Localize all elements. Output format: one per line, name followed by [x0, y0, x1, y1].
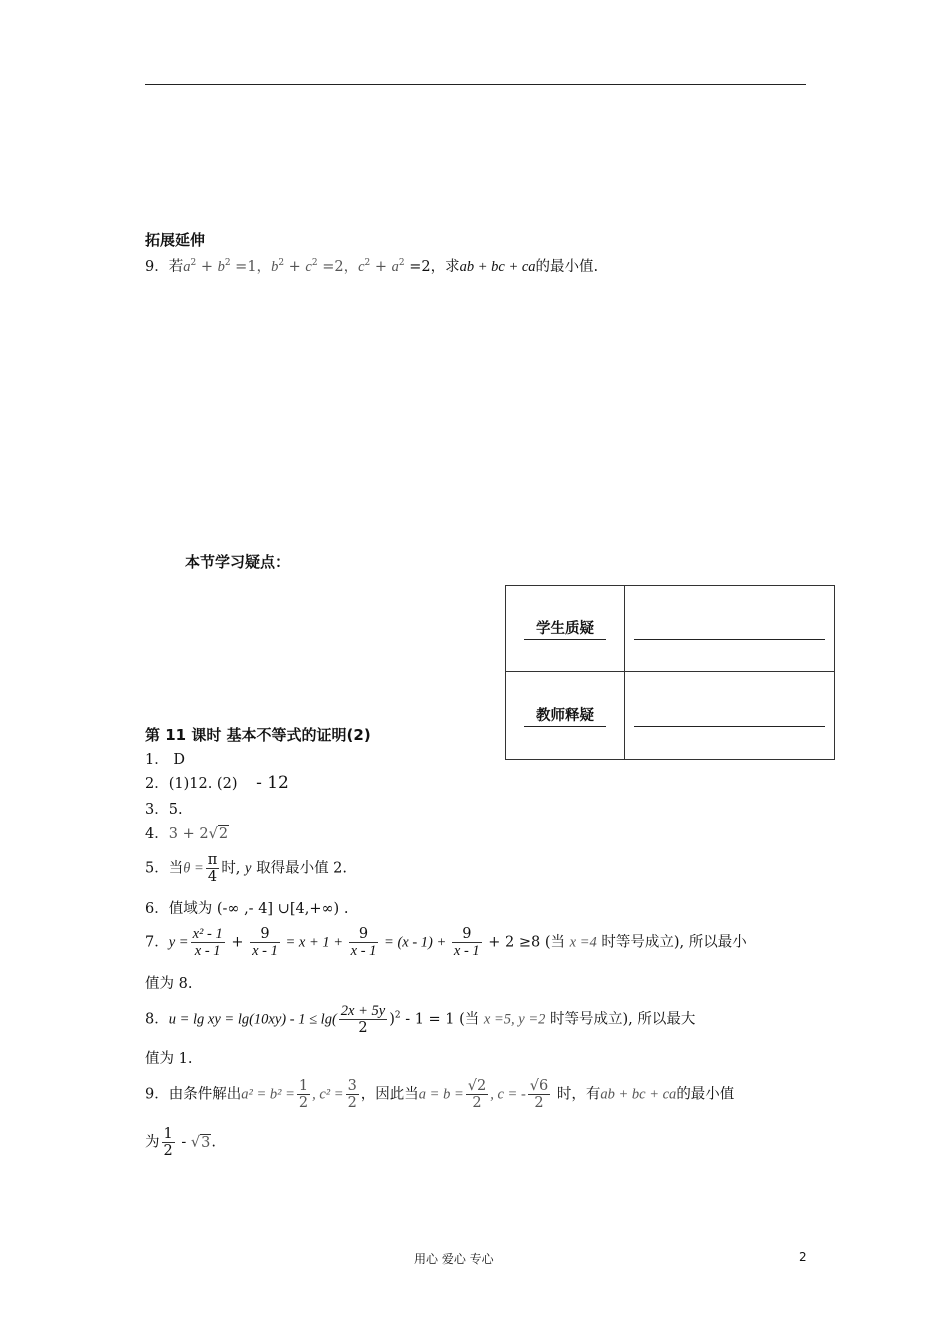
answer-8: 8．u = lg xy = lg(10xy) - 1 ≤ lg( $\frac{2x + 5y}{2}$ )$^2$ - 1 = 1 (当 x =5, y =2 时等号成立), 所以最大: [145, 1003, 696, 1036]
answer-9: 9．由条件解出a² = b² = $\frac{1}{2}$ , c² = $\frac{3}{2}$ ，因此当a = b = $\frac{√2}{2}$ , c = - $\frac{√6}{2}$ 时，有ab + bc + ca的最小值: [145, 1078, 735, 1111]
doubt-table: [505, 585, 835, 760]
header-rule: [145, 84, 806, 85]
answer-3: 3．5.: [145, 802, 183, 818]
page-number: 2: [799, 1250, 807, 1264]
doubt-title: 本节学习疑点：: [185, 553, 291, 571]
answer-2: 2．(1)12. (2) - 12: [145, 773, 289, 793]
footer-text: 用心 爱心 专心: [414, 1252, 494, 1266]
answer-1: 1． D: [145, 752, 185, 768]
student-question-line: [634, 638, 825, 640]
student-question-label: 学生质疑: [524, 617, 606, 640]
problem-9-number: 9．若: [145, 259, 184, 275]
answer-6: 6．值域为 (-∞ ,- 4] ∪[4,+∞) .: [145, 901, 349, 917]
answer-8-continued: 值为 1.: [145, 1051, 193, 1067]
answer-5: 5．当θ = $\frac{\pi}{4}$ 时, y 取得最小值 2.: [145, 852, 348, 885]
answer-9-continued: 为 $\frac{1}{2}$ - √3.: [145, 1126, 216, 1159]
answer-4: 4．3 + 2√2: [145, 826, 229, 842]
section-title: 拓展延伸: [145, 231, 206, 249]
problem-9: 9．若$a^2 + b^2 =1$，$b^2 + c^2 =2$，$c^2 + a^2 =2$，求ab + bc + ca的最小值.: [145, 258, 599, 275]
teacher-answer-label: 教师释疑: [524, 704, 606, 727]
student-question-field[interactable]: [625, 586, 835, 672]
pi-over-4-fraction: $\frac{\pi}{4}$: [207, 852, 218, 885]
lesson-title: 第 11 课时 基本不等式的证明(2): [145, 726, 371, 744]
teacher-answer-field[interactable]: [625, 672, 835, 760]
answer-7: 7．y = $\frac{\text{x² - 1}}{x - 1}$ + $\frac{9}{x - 1}$ = x + 1 + $\frac{9}{x - 1}$ = (x - 1) + $\frac{9}{x - 1}$ + 2 ≥8 (当 x =4 时等号成立), 所以最小: [145, 926, 747, 959]
answer-7-continued: 值为 8.: [145, 976, 193, 992]
teacher-answer-line: [634, 725, 825, 727]
